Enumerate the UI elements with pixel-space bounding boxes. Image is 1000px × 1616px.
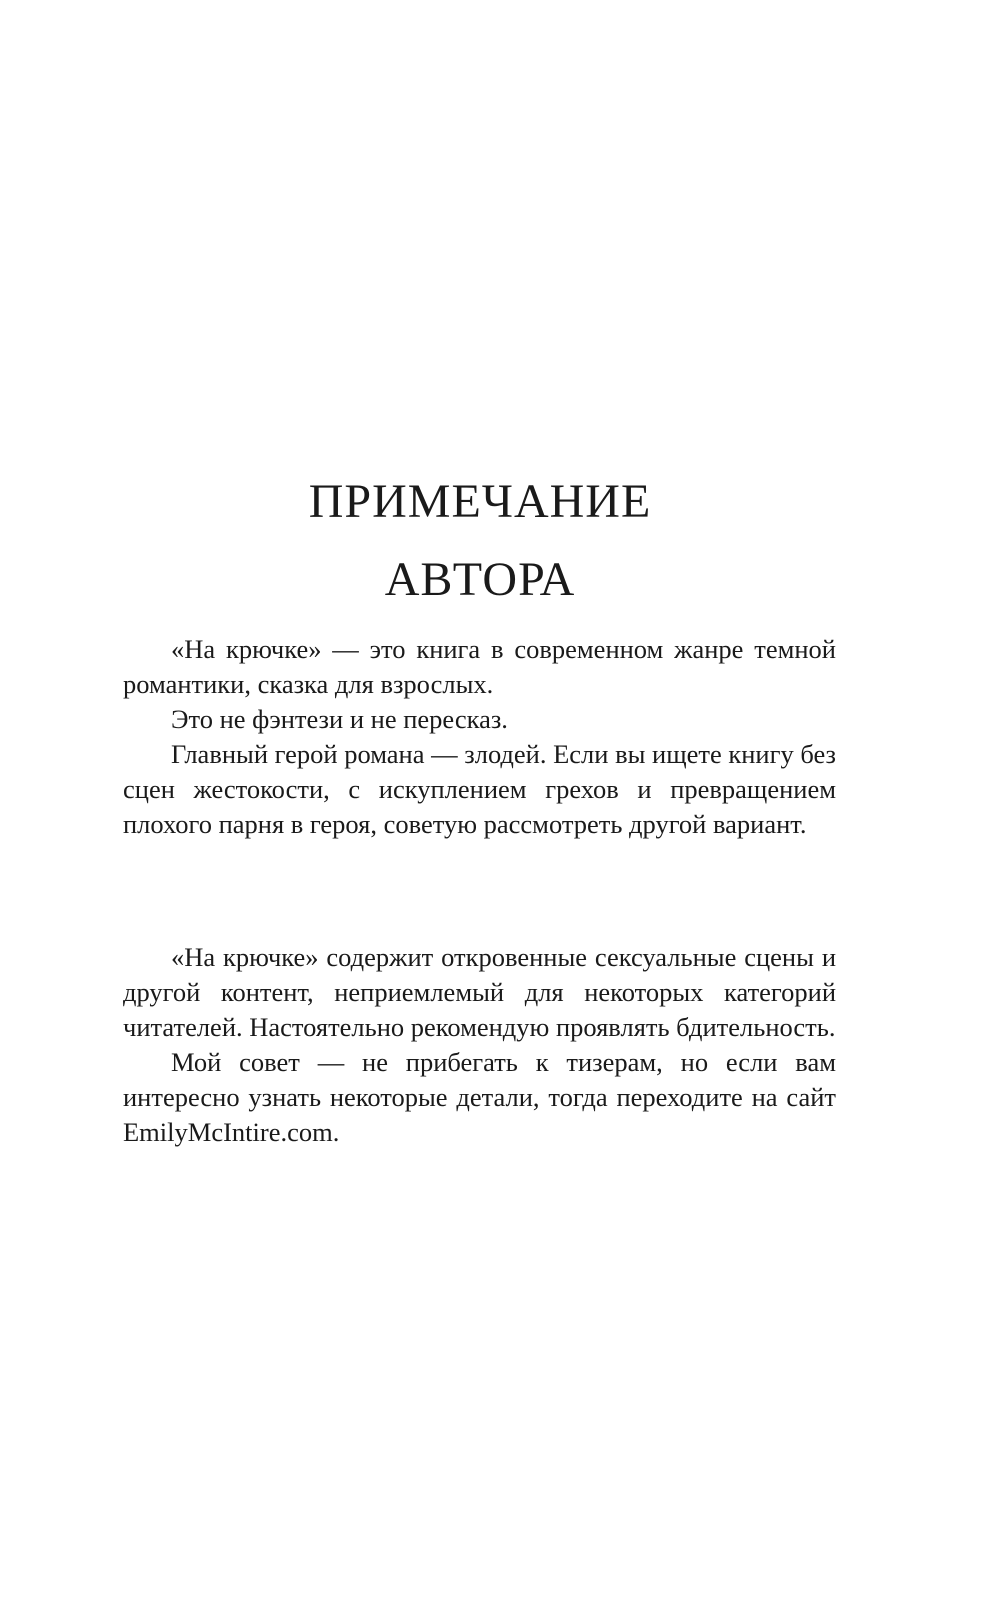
title-line-2: АВТОРА [384, 553, 576, 606]
paragraph: «На крючке» содержит откровенные сексуальные сцены и другой контент, неприемлемый для некоторых категорий читателей. Настоятельно рекомендую проявлять бдительность. [123, 942, 836, 1042]
paragraph: Мой совет — не прибегать к тизерам, но если вам интересно узнать некоторые детали, тогда переходите на сайт EmilyMcIntire.com. [123, 1047, 836, 1147]
title-line-1: ПРИМЕЧАНИЕ [308, 475, 652, 528]
paragraph: Это не фэнтези и не пересказ. [171, 704, 508, 734]
note-section-1 [123, 632, 836, 842]
note-section-2 [123, 940, 836, 1150]
page-title [0, 463, 960, 619]
paragraph: Главный герой романа — злодей. Если вы ищете книгу без сцен жестокости, с искуплением грехов и превращением плохого парня в героя, советую рассмотреть другой вариант. [123, 739, 837, 839]
paragraph: «На крючке» — это книга в современном жанре темной романтики, сказка для взрослых. [123, 634, 836, 699]
